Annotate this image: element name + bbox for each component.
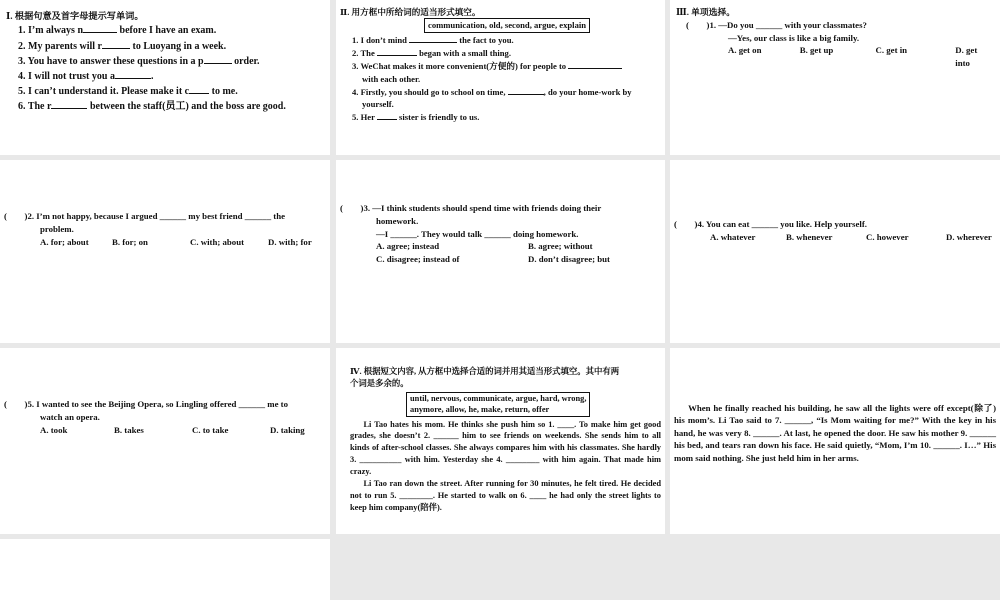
option-a[interactable]: A. for; about <box>40 236 89 247</box>
option-d[interactable]: D. get into <box>955 45 978 68</box>
question-row: 6. The r between the staff(员工) and the boss are good. <box>18 101 286 113</box>
panel-multiple-choice-5 <box>0 348 330 534</box>
option-c[interactable]: C. disagree; instead of <box>376 254 460 264</box>
option-c[interactable]: C. with; about <box>190 236 245 247</box>
question-row: 1. I’m always n before I have an exam. <box>18 25 217 37</box>
question-row: yourself. <box>362 98 394 109</box>
option-c[interactable]: C. however <box>866 231 909 242</box>
question-row: 3. You have to answer these questions in a p order. <box>18 55 260 67</box>
answer-blank[interactable] <box>377 46 417 56</box>
answer-line: —Yes, our class is like a big family. <box>728 32 860 43</box>
option-c[interactable]: C. to take <box>192 424 229 435</box>
question-text: ( )1. —Do you ______ with your classmates? <box>686 19 867 30</box>
panel-multiple-choice-1 <box>670 0 1000 155</box>
panel-blank <box>0 539 330 600</box>
answer-blank[interactable] <box>189 84 209 94</box>
option-b[interactable]: B. whenever <box>786 231 833 242</box>
option-a[interactable]: A. get on <box>728 45 762 56</box>
answer-blank[interactable] <box>83 23 117 33</box>
passage-paragraph: Li Tao hates his mom. He thinks she push him so 1. ____. To make him get good grades, she doesn’t 2. ______ him to see friends on weekends. She sends him to all kinds of after-school classes. She always compares him with his classmates. She hardly 3. __________ with him. Yesterday she 4. ________ with him again. That made him crazy. <box>350 419 661 477</box>
panel-word-spelling <box>0 0 330 155</box>
question-row: 4. Firstly, you should go to school on time, , do your home-work by <box>352 86 632 97</box>
panel-passage-cloze <box>336 348 665 534</box>
option-d[interactable]: D. with; for <box>268 236 312 247</box>
section-title: 个词是多余的。 <box>350 378 409 388</box>
section-title: Ⅲ. 单项选择。 <box>676 7 736 17</box>
option-a[interactable]: A. took <box>40 424 68 435</box>
question-row: 5. I can’t understand it. Please make it c to me. <box>18 86 238 98</box>
answer-blank[interactable] <box>508 85 544 95</box>
option-c[interactable]: C. get in <box>875 45 908 56</box>
panel-multiple-choice-2 <box>0 160 330 343</box>
option-b[interactable]: B. takes <box>114 424 144 435</box>
panel-passage-continued <box>670 348 1000 534</box>
word-box: until, nervous, communicate, argue, hard, wrong, anymore, allow, he, make, return, offer <box>406 392 590 417</box>
option-d[interactable]: D. don’t disagree; but <box>528 254 610 264</box>
question-text: homework. <box>376 215 419 226</box>
answer-blank[interactable] <box>204 54 232 64</box>
section-title: Ⅰ. 根据句意及首字母提示写单词。 <box>6 11 144 21</box>
passage-paragraph: Li Tao ran down the street. After running for 30 minutes, he felt tired. He decided not to run 5. ________. He started to walk on 6. ____ he had only the street lights to keep him company(陪伴). <box>350 479 661 512</box>
question-text: ( )5. I wanted to see the Beijing Opera, so Lingling offered ______ me to <box>4 399 289 409</box>
option-b[interactable]: B. get up <box>799 45 834 56</box>
question-text: ( )4. You can eat ______ you like. Help yourself. <box>674 219 867 229</box>
option-d[interactable]: D. taking <box>270 424 305 435</box>
question-row: 1. I don’t mind the fact to you. <box>352 34 514 45</box>
answer-blank[interactable] <box>51 99 87 109</box>
panel-multiple-choice-3 <box>336 160 665 343</box>
answer-blank[interactable] <box>568 59 622 69</box>
question-row: with each other. <box>362 73 421 84</box>
question-text: ( )3. —I think students should spend time with friends doing their <box>340 203 602 213</box>
option-b[interactable]: B. for; on <box>112 236 148 247</box>
question-row: 2. The began with a small thing. <box>352 48 511 59</box>
question-row: 3. WeChat makes it more convenient(方便的) for people to <box>352 59 659 72</box>
panel-multiple-choice-4 <box>670 160 1000 343</box>
question-row: 2. My parents will r to Luoyang in a week. <box>18 40 227 52</box>
panel-fill-word-form <box>336 0 665 155</box>
question-row: 5. Her sister is friendly to us. <box>352 112 480 123</box>
option-b[interactable]: B. agree; without <box>528 241 593 252</box>
passage-paragraph: When he finally reached his building, he saw all the lights were off except(除了) his mom’s. Li Tao said to 7. ______, “Is Mom waiting for me?” With the key in his hand, he was very 8. ______. At last, he opened the door. He saw his mother 9. ______ his bed, and tears ran down his face. He said quietly, “Mom, I’m 10. ______. I…” His mom said nothing. She just held him in her arms. <box>674 403 996 463</box>
answer-blank[interactable] <box>409 33 457 43</box>
answer-blank[interactable] <box>102 39 130 49</box>
section-title: Ⅱ. 用方框中所给词的适当形式填空。 <box>340 7 481 17</box>
answer-blank[interactable] <box>377 110 397 120</box>
word-box: communication, old, second, argue, explain <box>424 18 590 32</box>
question-row: 4. I will not trust you a . <box>18 70 154 82</box>
answer-blank[interactable] <box>115 69 151 79</box>
question-text: problem. <box>40 223 74 234</box>
option-a[interactable]: A. agree; instead <box>376 241 440 252</box>
question-text: ( )2. I’m not happy, because I argued ______ my best friend ______ the <box>4 211 286 221</box>
option-d[interactable]: D. wherever <box>946 231 992 242</box>
option-a[interactable]: A. whatever <box>710 231 756 242</box>
section-title: Ⅳ. 根据短文内容, 从方框中选择合适的词并用其适当形式填空。其中有两 <box>350 367 620 376</box>
question-text: watch an opera. <box>40 411 100 422</box>
answer-line: —I ______. They would talk ______ doing homework. <box>376 228 579 239</box>
